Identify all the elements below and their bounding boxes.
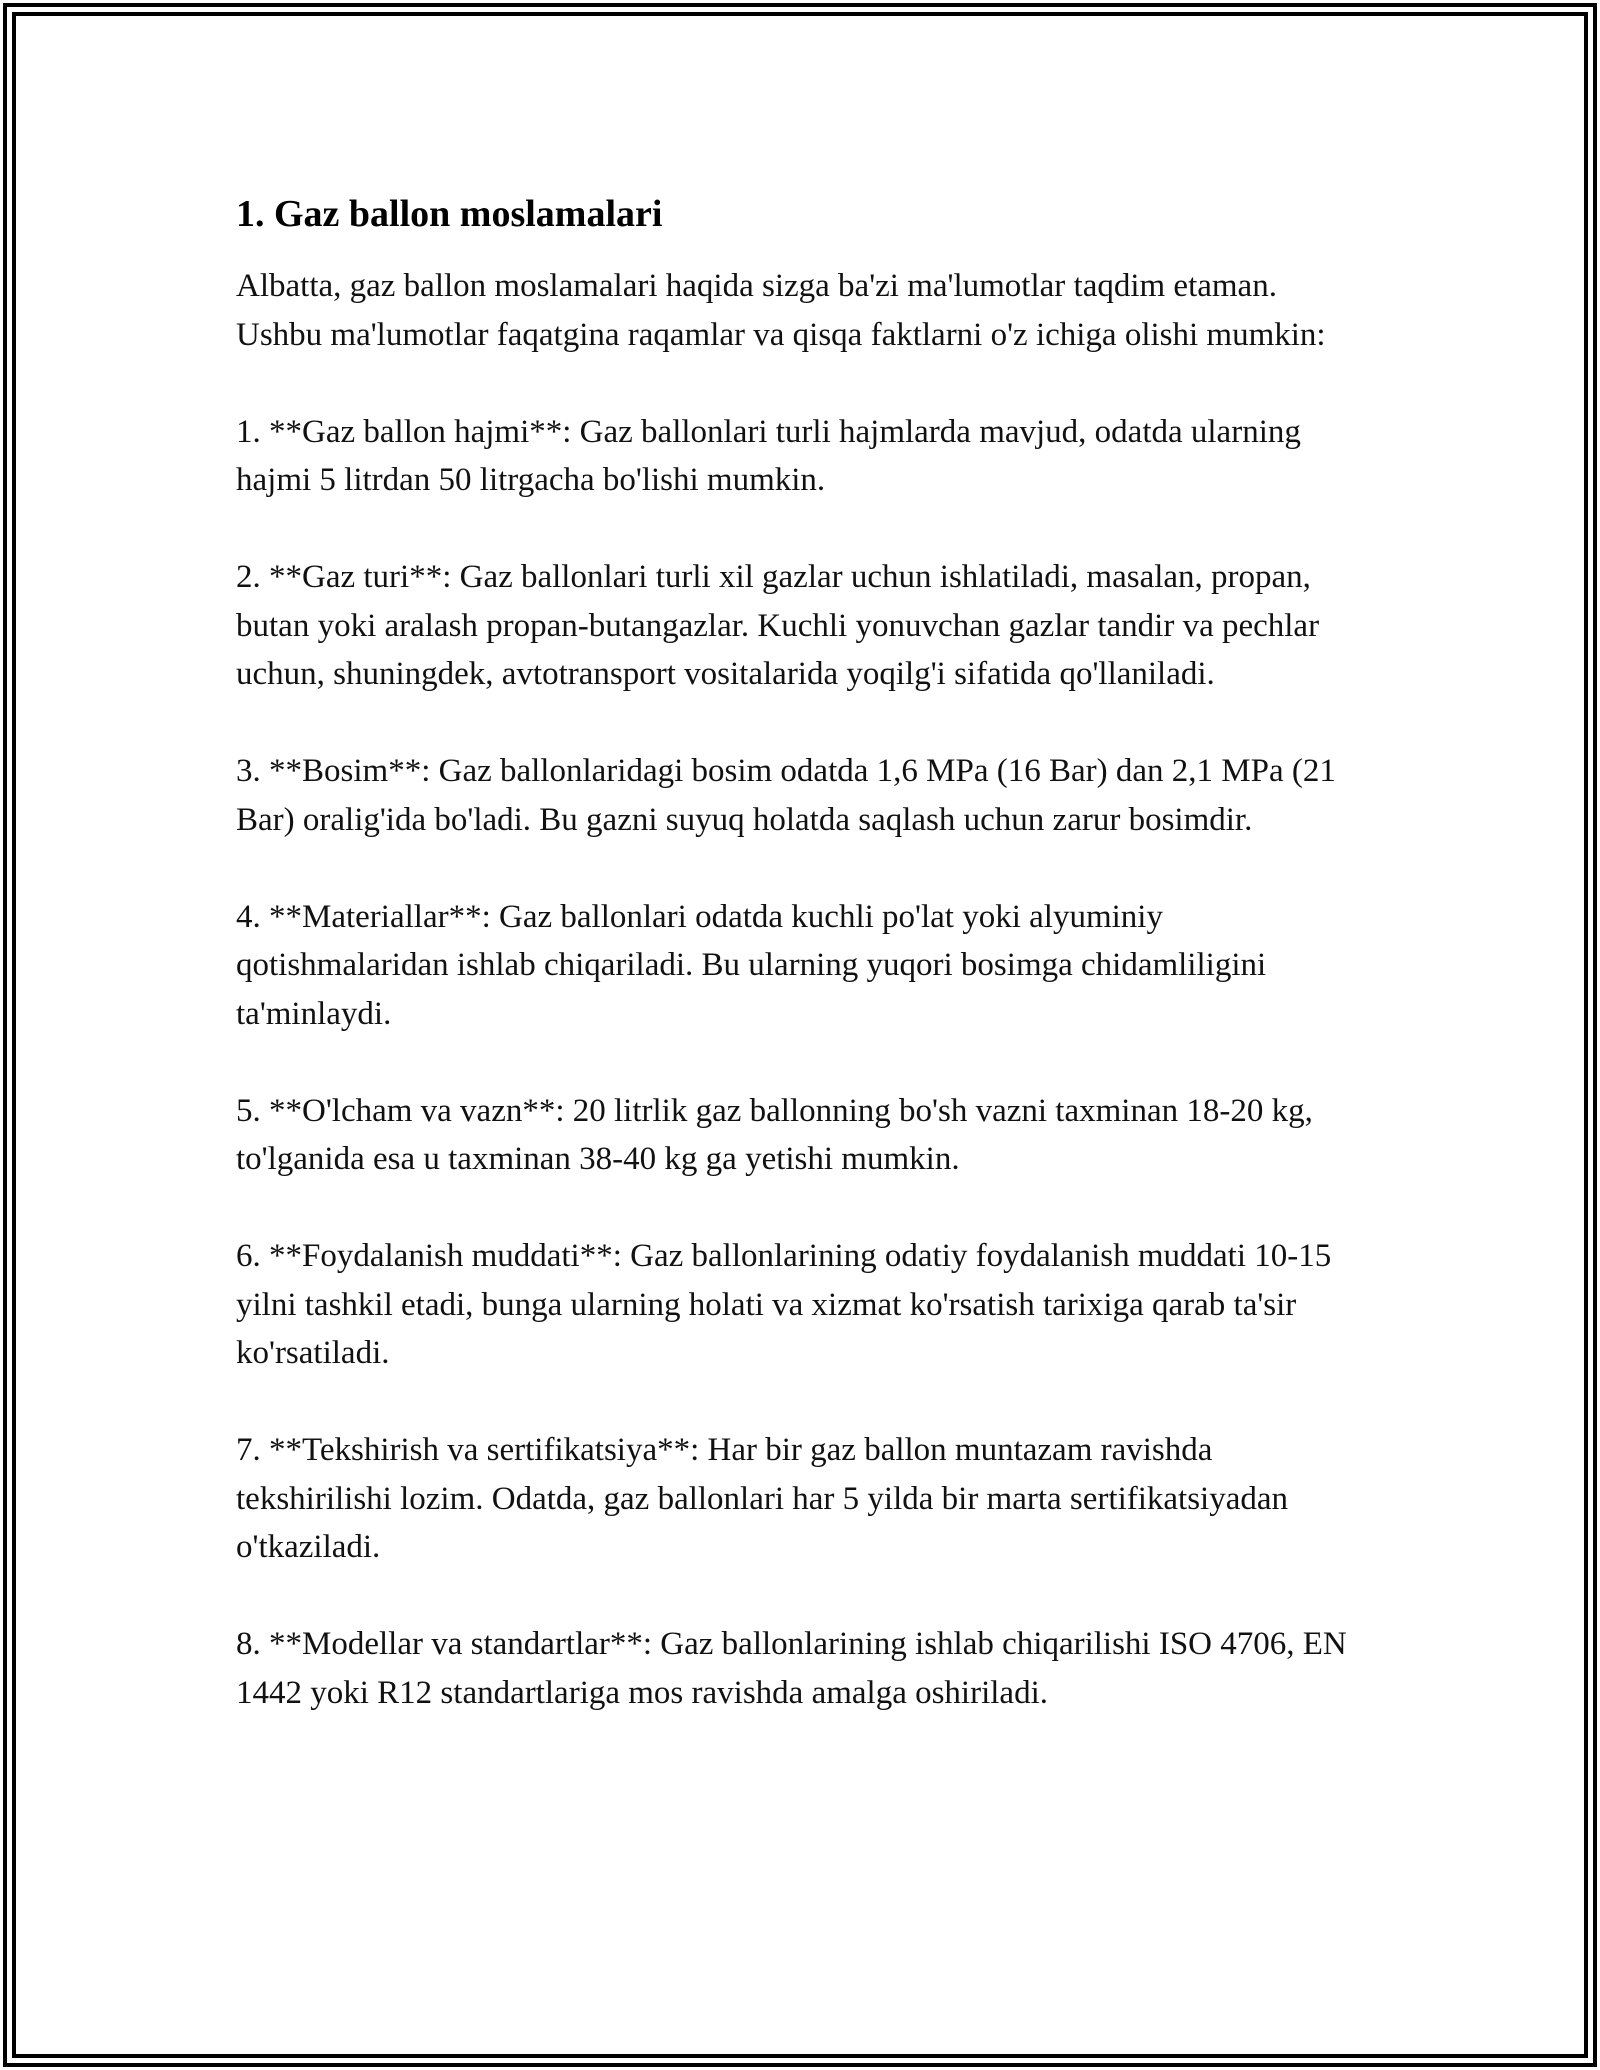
list-item: 2. **Gaz turi**: Gaz ballonlari turli xil gazlar uchun ishlatiladi, masalan, propan, butan yoki aralash propan-butangazlar. Kuchli yonuvchan gazlar tandir va pechlar uchun, shuningdek, avtotransport vositalarida yoqilg'i sifatida qo'llaniladi.	[236, 559, 1320, 692]
list-item: 1. **Gaz ballon hajmi**: Gaz ballonlari turli hajmlarda mavjud, odatda ularning hajmi 5 litrdan 50 litrgacha bo'lishi mumkin.	[236, 413, 1301, 498]
list-item: 4. **Materiallar**: Gaz ballonlari odatda kuchli po'lat yoki alyuminiy qotishmalaridan ishlab chiqariladi. Bu ularning yuqori bosimga chidamliligini ta'minlaydi.	[236, 898, 1267, 1032]
document-title: 1. Gaz ballon moslamalari	[236, 193, 663, 235]
intro-paragraph: Albatta, gaz ballon moslamalari haqida sizga ba'zi ma'lumotlar taqdim etaman. Ushbu ma'lumotlar faqatgina raqamlar va qisqa faktlarni o'z ichiga olishi mumkin:	[236, 268, 1326, 353]
list-item: 8. **Modellar va standartlar**: Gaz ballonlarining ishlab chiqarilishi ISO 4706, EN 1442 yoki R12 standartlariga mos ravishda amalga oshiriladi.	[236, 1626, 1347, 1711]
list-item: 7. **Tekshirish va sertifikatsiya**: Har bir gaz ballon muntazam ravishda tekshirilishi lozim. Odatda, gaz ballonlari har 5 yilda bir marta sertifikatsiyadan o'tkaziladi.	[236, 1432, 1289, 1565]
list-item: 6. **Foydalanish muddati**: Gaz ballonlarining odatiy foydalanish muddati 10-15 yilni tashkil etadi, bunga ularning holati va xizmat ko'rsatish tarixiga qarab ta'sir ko'rsatiladi.	[236, 1238, 1332, 1371]
document-body	[236, 186, 1366, 1717]
list-item: 3. **Bosim**: Gaz ballonlaridagi bosim odatda 1,6 MPa (16 Bar) dan 2,1 MPa (21 Bar) oralig'ida bo'ladi. Bu gazni suyuq holatda saqlash uchun zarur bosimdir.	[236, 753, 1336, 838]
list-item: 5. **O'lcham va vazn**: 20 litrlik gaz ballonning bo'sh vazni taxminan 18-20 kg, to'lganida esa u taxminan 38-40 kg ga yetishi mumkin.	[236, 1092, 1313, 1177]
